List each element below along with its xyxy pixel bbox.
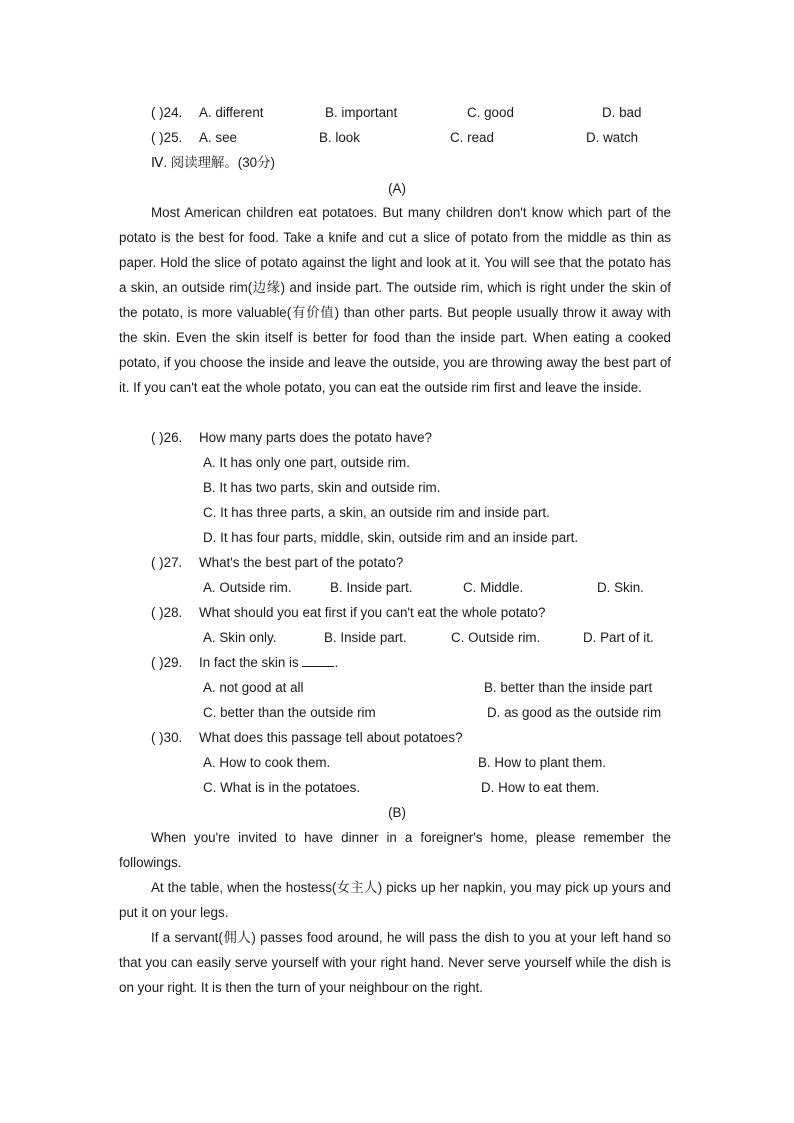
passage-b-paragraph-3: If a servant(佣人) passes food around, he will pass the dish to you at your left hand so that you can easily serve yourself with your right hand. Never serve yourself while the dish is on your right. It is then the turn of your neighbour on the right. bbox=[119, 930, 671, 995]
option-d: D. Skin. bbox=[597, 580, 644, 595]
passage-a-text: Most American children eat potatoes. But many children don't know which part of the potato is the best for food. Take a knife and cut a slice of potato from the middle as thin as paper. Hold the slice of potato against the light and look at it. You will see that the potato has a skin, an outside rim(边缘) and inside part. The outside rim, which is right under the skin of the potato, is more valuable(有价值) than other parts. But people usually throw it away with the skin. Even the skin itself is better for food than the inside part. When eating a cooked potato, if you choose the inside and leave the outside, you are throwing away the best part of it. If you can't eat the whole potato, you can eat the outside rim first and leave the inside. bbox=[119, 205, 671, 395]
option-c: C. read bbox=[450, 130, 494, 145]
question-number: ( )25. bbox=[151, 130, 183, 145]
passage-b-label: (B) bbox=[388, 805, 406, 820]
question-number: ( )28. bbox=[151, 605, 183, 620]
option-d: D. Part of it. bbox=[583, 630, 654, 645]
option-d: D. It has four parts, middle, skin, outside rim and an inside part. bbox=[203, 530, 579, 545]
question-stem: How many parts does the potato have? bbox=[199, 430, 432, 445]
option-a: A. see bbox=[199, 130, 237, 145]
option-a: A. Outside rim. bbox=[203, 580, 292, 595]
option-c: C. What is in the potatoes. bbox=[203, 780, 361, 795]
answer-blank bbox=[302, 654, 334, 667]
option-b: B. better than the inside part bbox=[484, 680, 653, 695]
passage-b-paragraph-2: At the table, when the hostess(女主人) picks up her napkin, you may pick up yours and put it on your legs. bbox=[119, 880, 671, 920]
stem-text: In fact the skin is bbox=[199, 655, 299, 670]
option-d: D. watch bbox=[586, 130, 639, 145]
option-d: D. bad bbox=[602, 105, 642, 120]
option-d: D. How to eat them. bbox=[481, 780, 600, 795]
option-a: A. Skin only. bbox=[203, 630, 277, 645]
option-a: A. not good at all bbox=[203, 680, 304, 695]
option-b: B. Inside part. bbox=[330, 580, 413, 595]
option-b: B. How to plant them. bbox=[478, 755, 607, 770]
option-b: B. Inside part. bbox=[324, 630, 407, 645]
question-stem bbox=[199, 653, 338, 673]
question-stem: What's the best part of the potato? bbox=[199, 555, 404, 570]
passage-a-label: (A) bbox=[388, 181, 406, 196]
option-c: C. better than the outside rim bbox=[203, 705, 376, 720]
stem-end: . bbox=[334, 655, 339, 670]
option-a: A. How to cook them. bbox=[203, 755, 331, 770]
option-a: A. It has only one part, outside rim. bbox=[203, 455, 410, 470]
question-number: ( )24. bbox=[151, 105, 183, 120]
question-number: ( )30. bbox=[151, 730, 183, 745]
option-c: C. Middle. bbox=[463, 580, 524, 595]
passage-b bbox=[119, 825, 671, 1000]
option-c: C. good bbox=[467, 105, 514, 120]
section-heading: Ⅳ. 阅读理解。(30分) bbox=[151, 155, 275, 170]
question-number: ( )29. bbox=[151, 655, 183, 670]
question-stem: What should you eat first if you can't eat the whole potato? bbox=[199, 605, 546, 620]
question-stem: What does this passage tell about potatoes? bbox=[199, 730, 463, 745]
option-b: B. It has two parts, skin and outside rim. bbox=[203, 480, 441, 495]
question-number: ( )27. bbox=[151, 555, 183, 570]
question-number: ( )26. bbox=[151, 430, 183, 445]
option-b: B. important bbox=[325, 105, 398, 120]
option-b: B. look bbox=[319, 130, 360, 145]
option-d: D. as good as the outside rim bbox=[487, 705, 662, 720]
passage-a bbox=[119, 200, 671, 400]
passage-b-paragraph-1: When you're invited to have dinner in a foreigner's home, please remember the followings. bbox=[119, 830, 671, 870]
option-c: C. It has three parts, a skin, an outside rim and inside part. bbox=[203, 505, 550, 520]
option-a: A. different bbox=[199, 105, 264, 120]
option-c: C. Outside rim. bbox=[451, 630, 541, 645]
